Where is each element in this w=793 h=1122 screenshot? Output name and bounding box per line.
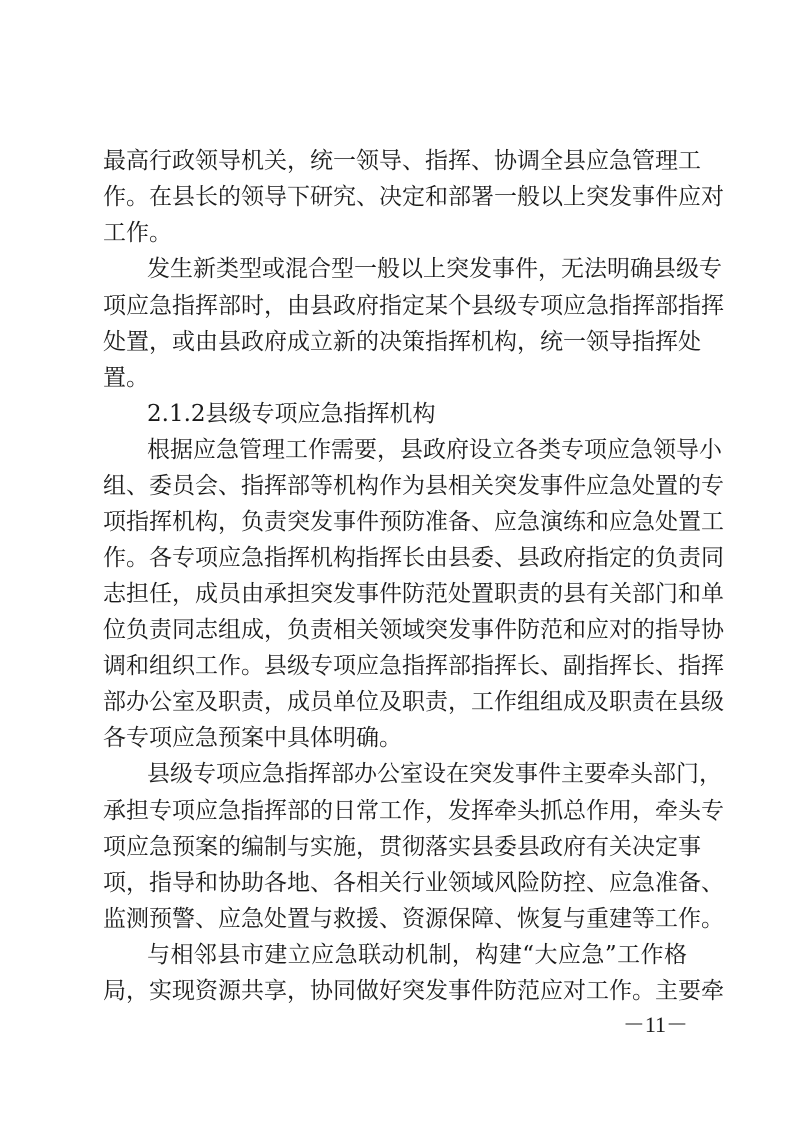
text-line: 县级专项应急指挥部办公室设在突发事件主要牵头部门， (147, 761, 722, 787)
text-line: 部办公室及职责，成员单位及职责，工作组组成及职责在县级 (103, 689, 724, 715)
text-line: 位负责同志组成，负责相关领域突发事件防范和应对的指导协 (103, 617, 724, 643)
text-line: 项应急预案的编制与实施，贯彻落实县委县政府有关决定事 (103, 834, 701, 860)
text-line: 项指挥机构，负责突发事件预防准备、应急演练和应急处置工 (103, 509, 724, 535)
text-line: 调和组织工作。县级专项应急指挥部指挥长、副指挥长、指挥 (103, 653, 724, 679)
text-line: 局，实现资源共享，协同做好突发事件防范应对工作。主要牵 (103, 978, 724, 1004)
text-line: 处置，或由县政府成立新的决策指挥机构，统一领导指挥处 (103, 329, 701, 355)
text-line: 置。 (103, 365, 149, 391)
text-line: 志担任，成员由承担突发事件防范处置职责的县有关部门和单 (103, 581, 724, 607)
text-line: 各专项应急预案中具体明确。 (103, 725, 402, 751)
text-line: 项，指导和协助各地、各相关行业领域风险防控、应急准备、 (103, 870, 724, 896)
text-line: 监测预警、应急处置与救援、资源保障、恢复与重建等工作。 (103, 906, 724, 932)
text-line: 承担专项应急指挥部的日常工作，发挥牵头抓总作用，牵头专 (103, 798, 724, 824)
text-line: 作。在县长的领导下研究、决定和部署一般以上突发事件应对 (103, 184, 724, 210)
page-number: －11－ (622, 1012, 688, 1037)
text-line: 与相邻县市建立应急联动机制，构建“大应急”工作格 (147, 942, 687, 968)
section-heading: 2.1.2县级专项应急指挥机构 (147, 401, 436, 427)
text-line: 项应急指挥部时，由县政府指定某个县级专项应急指挥部指挥 (103, 293, 724, 319)
text-line: 发生新类型或混合型一般以上突发事件，无法明确县级专 (147, 256, 722, 282)
text-line: 最高行政领导机关，统一领导、指挥、协调全县应急管理工 (103, 148, 701, 174)
text-line: 根据应急管理工作需要，县政府设立各类专项应急领导小 (147, 437, 722, 463)
text-line: 组、委员会、指挥部等机构作为县相关突发事件应急处置的专 (103, 473, 724, 499)
text-line: 作。各专项应急指挥机构指挥长由县委、县政府指定的负责同 (103, 545, 724, 571)
text-line: 工作。 (103, 220, 172, 246)
